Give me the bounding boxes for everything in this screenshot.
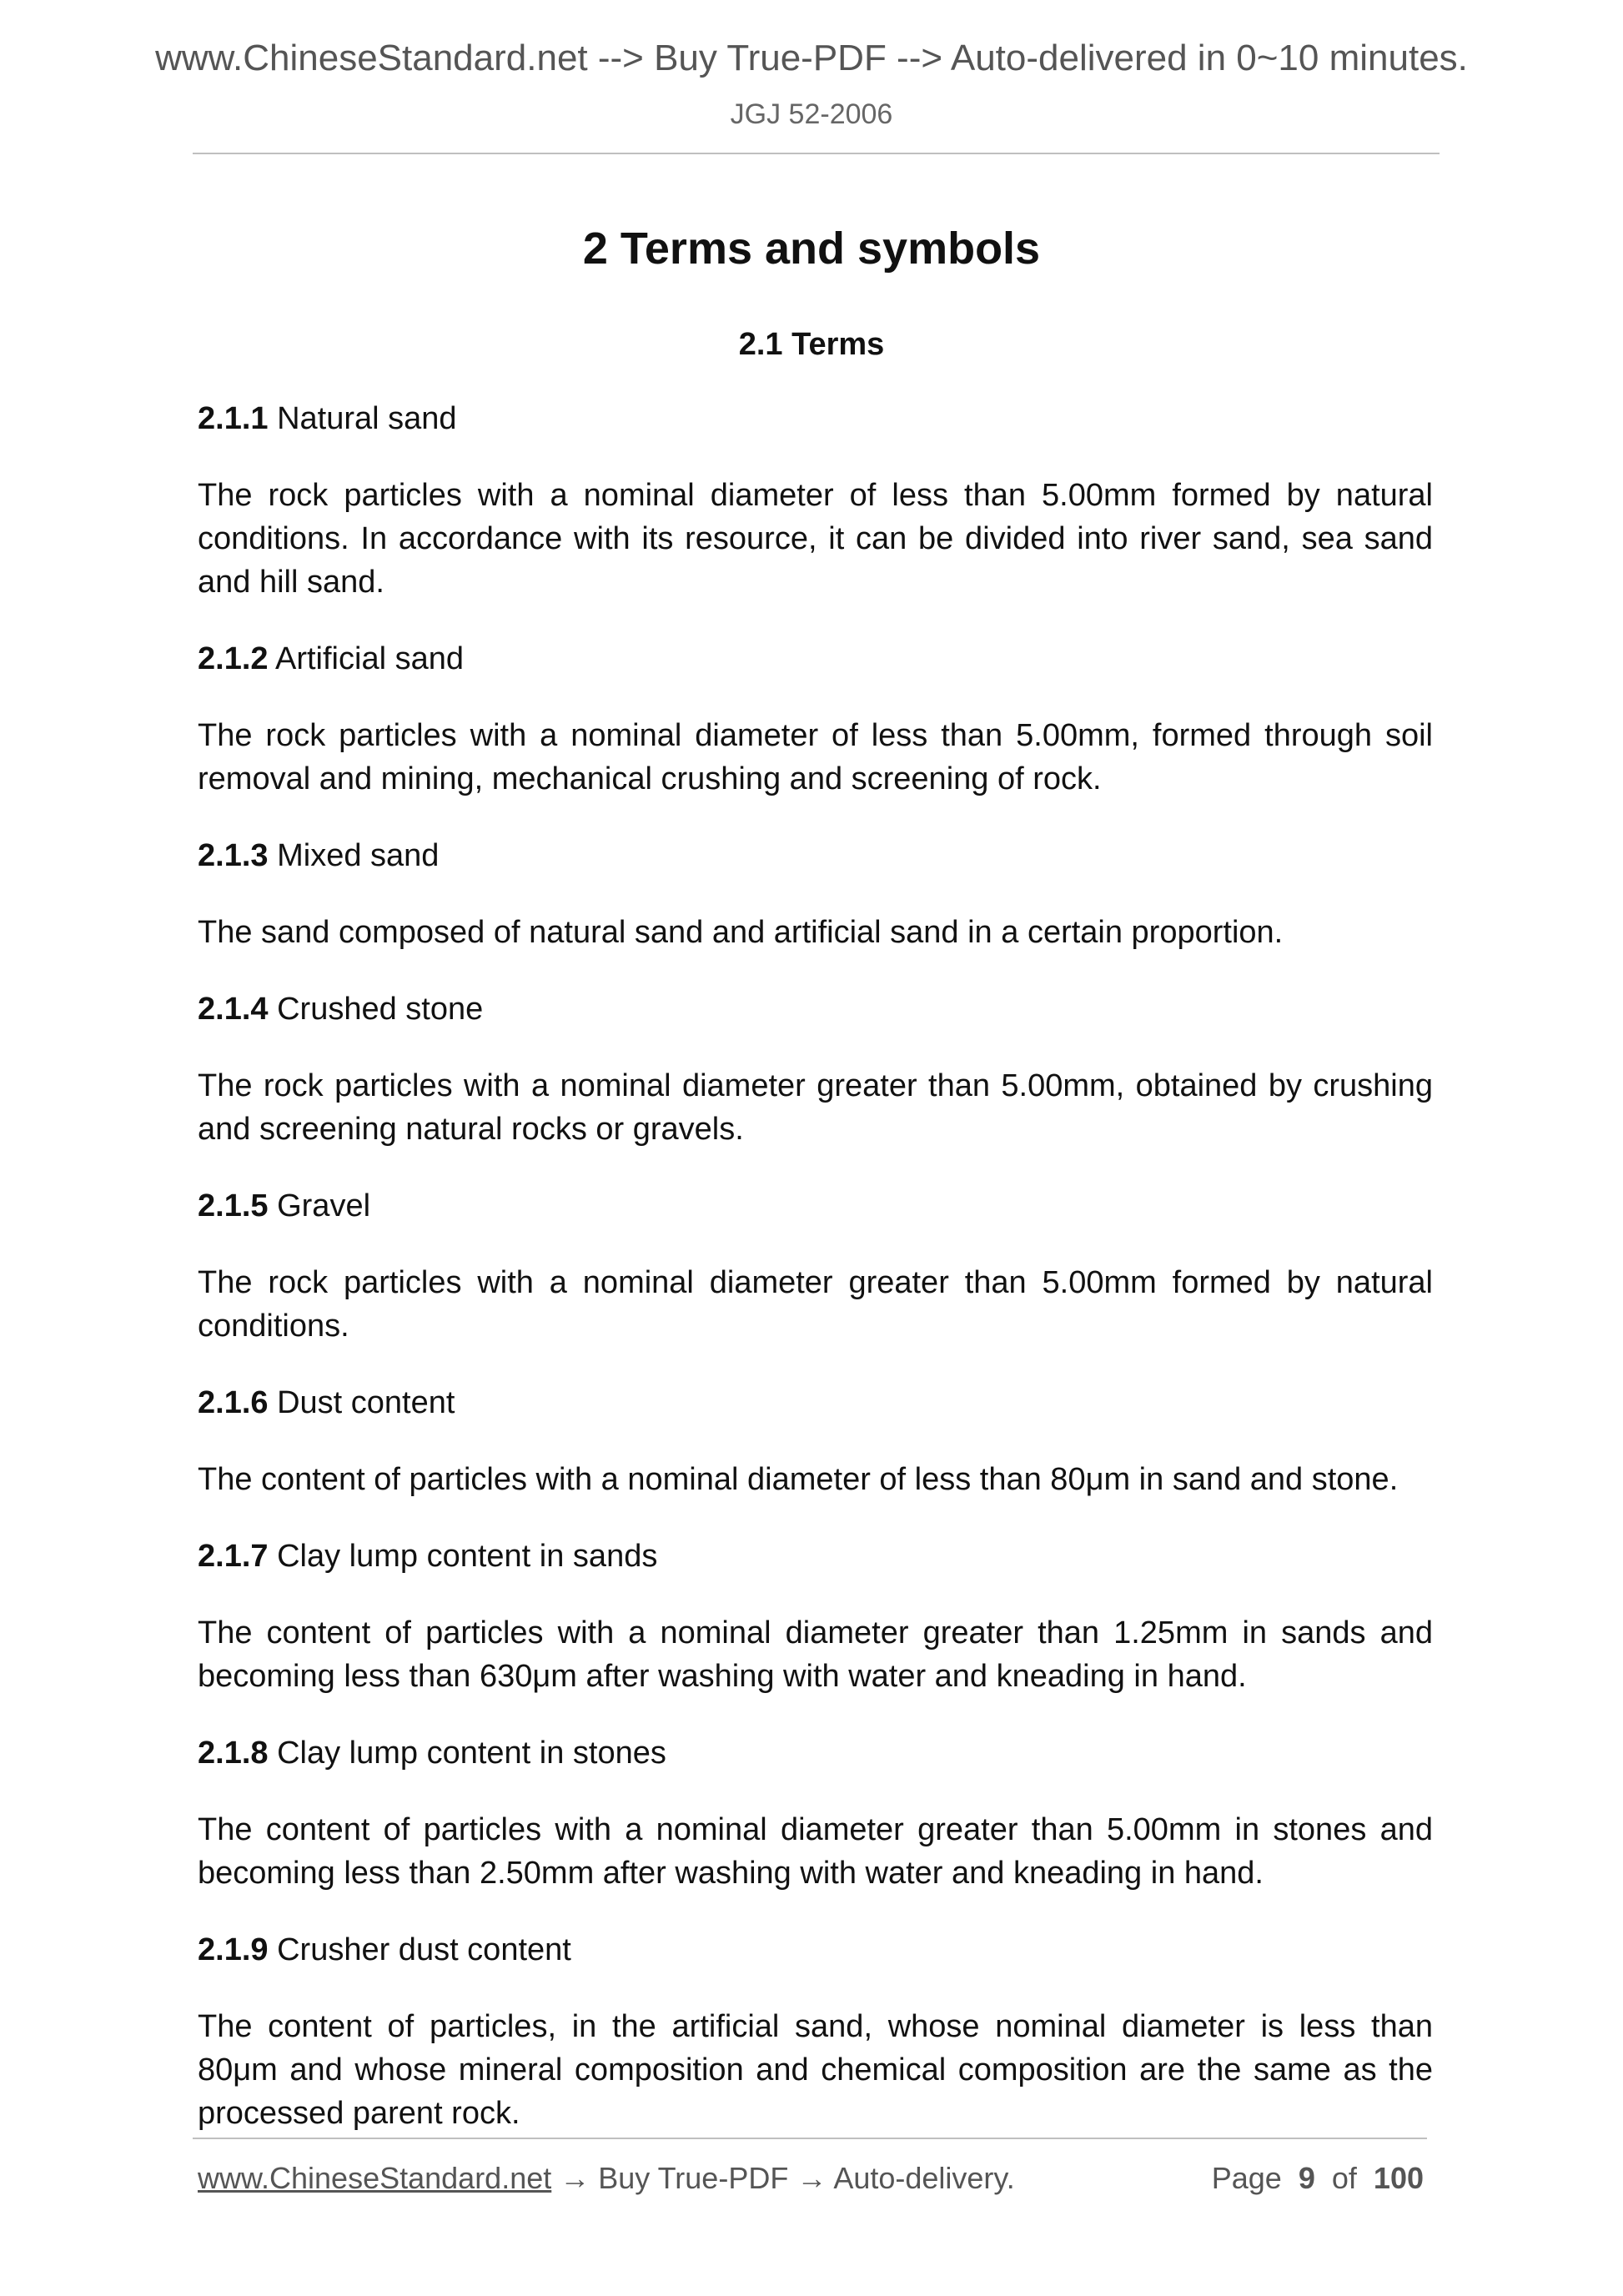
term-number: 2.1.6: [198, 1385, 269, 1420]
term-definition: The rock particles with a nominal diameter of less than 5.00mm, formed through soil removal and mining, mechanical crushing and screening of rock.: [198, 718, 1433, 796]
term-number: 2.1.4: [198, 992, 269, 1027]
term-number: 2.1.9: [198, 1932, 269, 1967]
term-number: 2.1.8: [198, 1736, 269, 1771]
footer-promo: [198, 2155, 1015, 2202]
term-heading: [198, 1928, 1433, 1972]
footer-divider: [193, 2138, 1427, 2139]
header-divider: [193, 153, 1440, 154]
site-link[interactable]: www.ChineseStandard.net: [198, 2161, 552, 2195]
chapter-title: 2 Terms and symbols: [582, 224, 1041, 274]
term-definition: The rock particles with a nominal diameter of less than 5.00mm formed by natural conditions. In accordance with its resource, it can be divided into river sand, sea sand and hill sand.: [198, 478, 1433, 600]
term-heading: [198, 397, 1433, 440]
term-heading: [198, 1731, 1433, 1775]
term-name: Artificial sand: [275, 641, 464, 676]
term-heading: [198, 834, 1433, 877]
page-footer: [198, 2155, 1424, 2202]
term-definition: The content of particles with a nominal diameter greater than 5.00mm in stones and becoming less than 2.50mm after washing with water and kneading in hand.: [198, 1812, 1433, 1891]
page-total: 100: [1373, 2161, 1424, 2195]
term-definition: The content of particles, in the artificial sand, whose nominal diameter is less than 80μm and whose mineral composition and chemical composition are the same as the processed parent rock.: [198, 2009, 1433, 2131]
term-heading: [198, 987, 1433, 1031]
term-heading: [198, 637, 1433, 681]
term-heading: [198, 1184, 1433, 1228]
page-number: 9: [1298, 2161, 1315, 2195]
term-definition: The rock particles with a nominal diameter greater than 5.00mm, obtained by crushing and screening natural rocks or gravels.: [198, 1068, 1433, 1147]
document-code: JGJ 52-2006: [730, 98, 893, 130]
term-number: 2.1.7: [198, 1539, 269, 1574]
section-title: 2.1 Terms: [738, 327, 885, 362]
term-name: Gravel: [277, 1188, 371, 1223]
term-definition: The rock particles with a nominal diameter greater than 5.00mm formed by natural conditions.: [198, 1265, 1433, 1344]
term-definition: The content of particles with a nominal diameter of less than 80μm in sand and stone.: [198, 1462, 1399, 1497]
term-name: Clay lump content in sands: [277, 1539, 658, 1574]
term-heading: [198, 1535, 1433, 1578]
term-name: Dust content: [277, 1385, 455, 1420]
term-name: Mixed sand: [277, 838, 440, 873]
term-number: 2.1.5: [198, 1188, 269, 1223]
term-name: Crusher dust content: [277, 1932, 571, 1967]
term-number: 2.1.2: [198, 641, 269, 676]
term-number: 2.1.1: [198, 401, 269, 436]
of-word: of: [1331, 2161, 1357, 2195]
term-name: Crushed stone: [277, 992, 484, 1027]
term-definition: The sand composed of natural sand and artificial sand in a certain proportion.: [198, 915, 1284, 950]
term-heading: [198, 1381, 1433, 1424]
page-word: Page: [1211, 2161, 1282, 2195]
terms-list: [198, 397, 1433, 2168]
term-name: Clay lump content in stones: [277, 1736, 666, 1771]
page-indicator: [1212, 2155, 1424, 2202]
term-name: Natural sand: [277, 401, 457, 436]
footer-tagline: → Buy True-PDF → Auto-delivery.: [551, 2161, 1015, 2195]
site-banner: www.ChineseStandard.net --> Buy True-PDF --> Auto-delivered in 0~10 minutes.: [155, 38, 1468, 78]
term-definition: The content of particles with a nominal diameter greater than 1.25mm in sands and becoming less than 630μm after washing with water and kneading in hand.: [198, 1615, 1433, 1694]
term-number: 2.1.3: [198, 838, 269, 873]
